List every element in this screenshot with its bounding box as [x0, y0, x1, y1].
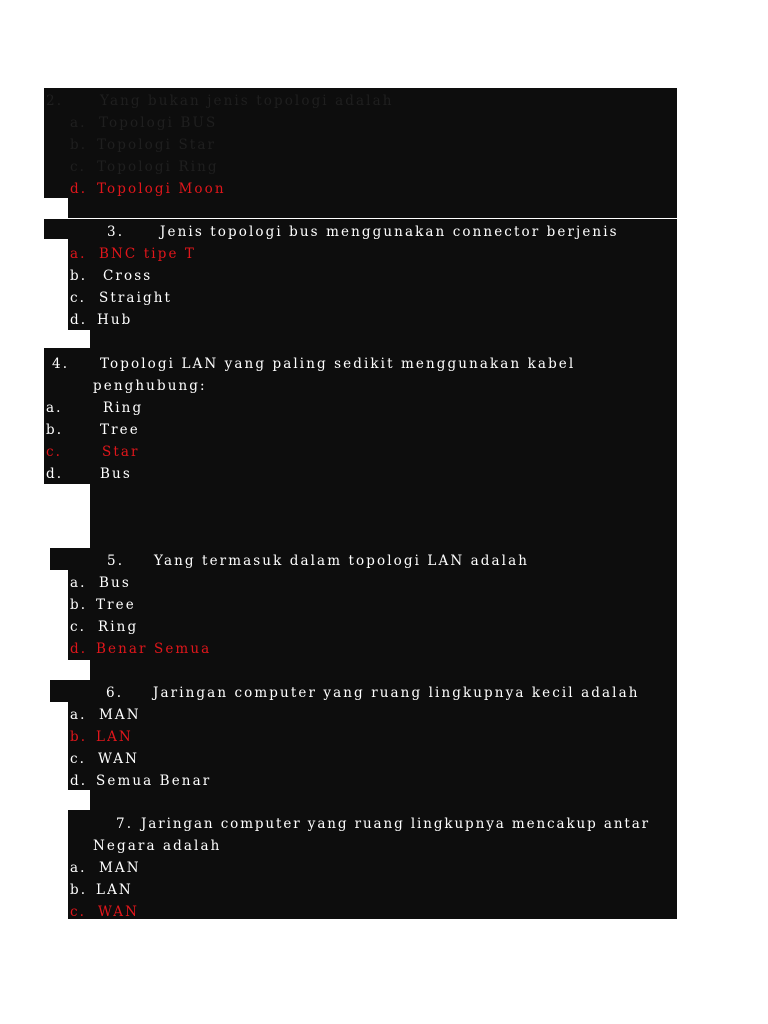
- option-letter-answer: a.: [70, 246, 87, 262]
- option-text: Cross: [103, 268, 153, 284]
- question-text-continued: Negara adalah: [93, 838, 222, 854]
- question-number: 7.: [116, 816, 134, 832]
- question-text: Yang bukan jenis topologi adalah: [100, 93, 394, 109]
- question-text-continued: penghubung:: [93, 378, 207, 394]
- question-number: 3.: [107, 224, 125, 240]
- black-block-q6-tail: [90, 788, 677, 810]
- option-text-answer: Star: [102, 444, 140, 460]
- option-text: Tree: [100, 422, 140, 438]
- option-letter: a.: [70, 707, 87, 723]
- option-letter-answer: b.: [70, 729, 88, 745]
- option-text: Bus: [100, 466, 132, 482]
- question-number: 5.: [107, 553, 125, 569]
- option-letter: a.: [70, 115, 87, 131]
- option-text: Topologi Ring: [97, 159, 219, 175]
- question-number: 6.: [106, 685, 124, 701]
- question-number: 4.: [52, 356, 70, 372]
- black-block-q5-tail: [90, 658, 677, 680]
- black-block-q3-tail: [90, 328, 677, 348]
- option-text-answer: Topologi Moon: [97, 181, 226, 197]
- option-letter: d.: [46, 466, 64, 482]
- question-text: Topologi LAN yang paling sedikit menggunakan kabel: [100, 356, 576, 372]
- black-block-q2-lower: [68, 196, 677, 218]
- option-text: Straight: [99, 290, 173, 306]
- option-letter-answer: c.: [70, 904, 87, 920]
- question-text: Jenis topologi bus menggunakan connector berjenis: [160, 224, 619, 240]
- option-letter: a.: [70, 860, 87, 876]
- option-text: Hub: [97, 312, 133, 328]
- question-text: Jaringan computer yang ruang lingkupnya mencakup antar: [141, 816, 651, 832]
- option-text-answer: WAN: [98, 904, 140, 920]
- option-letter: b.: [70, 137, 88, 153]
- black-block-q4-tail: [90, 482, 677, 548]
- option-text: Semua Benar: [96, 773, 212, 789]
- option-letter-answer: d.: [70, 181, 88, 197]
- option-text: Tree: [96, 597, 136, 613]
- option-letter: a.: [46, 400, 63, 416]
- option-letter: c.: [70, 619, 87, 635]
- option-letter-answer: d.: [70, 641, 88, 657]
- option-letter: b.: [70, 597, 88, 613]
- question-number: 2.: [46, 93, 64, 109]
- option-text: Ring: [98, 619, 139, 635]
- option-letter: b.: [70, 268, 88, 284]
- option-text: MAN: [99, 707, 141, 723]
- option-text-answer: Benar Semua: [96, 641, 212, 657]
- option-text: Topologi BUS: [99, 115, 218, 131]
- option-letter: b.: [46, 422, 64, 438]
- option-text-answer: LAN: [96, 729, 133, 745]
- question-text: Jaringan computer yang ruang lingkupnya kecil adalah: [153, 685, 640, 701]
- option-letter: c.: [70, 159, 87, 175]
- question-text: Yang termasuk dalam topologi LAN adalah: [154, 553, 530, 569]
- option-text: Bus: [99, 575, 131, 591]
- option-letter: d.: [70, 773, 88, 789]
- option-letter: c.: [70, 290, 87, 306]
- option-text: WAN: [98, 751, 140, 767]
- option-letter: b.: [70, 882, 88, 898]
- option-text: Topologi Star: [97, 137, 217, 153]
- option-letter: c.: [70, 751, 87, 767]
- option-letter-answer: c.: [46, 444, 63, 460]
- option-text: MAN: [99, 860, 141, 876]
- option-text: Ring: [103, 400, 144, 416]
- option-letter: a.: [70, 575, 87, 591]
- option-letter: d.: [70, 312, 88, 328]
- option-text: LAN: [96, 882, 133, 898]
- option-text-answer: BNC tipe T: [99, 246, 197, 262]
